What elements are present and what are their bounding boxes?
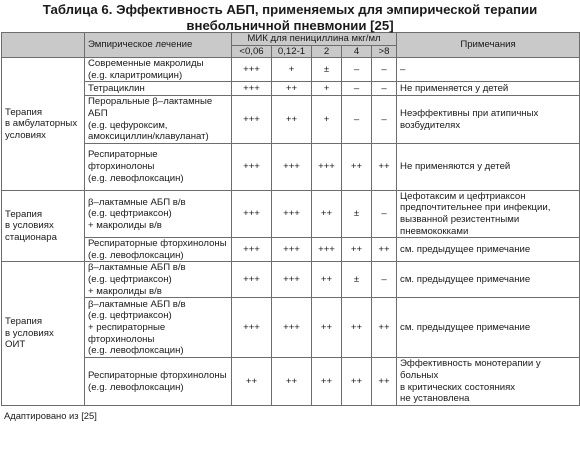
table-row [2,262,580,298]
treatment-header: Эмпирическое лечение [85,33,232,58]
text-line: Не применяется у детей [400,83,509,95]
group-header-cell [2,33,85,58]
text-line: условиях [5,129,46,141]
text-line: (e.g. левофлоксацин) [88,345,184,357]
treatment-cell [85,190,232,237]
treatment-cell [85,82,232,96]
text-line: (e.g. левофлоксацин) [88,172,184,184]
text-line: стационара [5,231,57,243]
text-line: β–лактамные АБП в/в [88,196,186,208]
note-cell [397,143,580,190]
efficacy-value-cell: +++ [232,190,272,237]
text-line: Эффективность монотерапии у больных [400,358,541,381]
efficacy-value-cell: ++ [342,238,372,262]
text-line: Терапия [5,316,43,328]
text-line: (e.g. цефуроксим, [88,119,168,131]
treatment-cell [85,358,232,405]
title-line-2: внебольничной пневмонии [25] [186,18,394,33]
table-row [2,96,580,143]
text-line: Тетрациклин [88,83,145,95]
efficacy-value-cell: +++ [232,262,272,298]
mic-col-header: 2 [312,45,342,58]
mic-header: МИК для пенициллина мкг/мл [232,33,397,46]
text-line: + респираторные [88,322,166,334]
table-row [2,358,580,405]
table-title [0,0,580,32]
text-line: + макролиды в/в [88,219,162,231]
efficacy-table [1,32,580,406]
text-line: β–лактамные АБП в/в [88,298,186,310]
efficacy-value-cell: +++ [232,58,272,82]
mic-col-header: 4 [342,45,372,58]
efficacy-value-cell: + [272,58,312,82]
text-line: β–лактамные АБП в/в [88,262,186,274]
efficacy-value-cell: + [312,96,342,143]
footnote: Адаптировано из [25] [4,409,97,421]
treatment-cell [85,58,232,82]
efficacy-value-cell: +++ [232,238,272,262]
mic-col-header: <0,06 [232,45,272,58]
efficacy-value-cell: ++ [342,143,372,190]
text-line: в условиях [5,327,54,339]
efficacy-value-cell: – [372,262,397,298]
efficacy-value-cell: – [372,82,397,96]
table-row [2,190,580,237]
text-line: + макролиды в/в [88,285,162,297]
note-cell [397,298,580,358]
treatment-cell [85,298,232,358]
efficacy-value-cell: + [312,82,342,96]
efficacy-value-cell: – [342,58,372,82]
text-line: не установлена [400,393,470,405]
efficacy-value-cell: ++ [312,298,342,358]
treatment-cell [85,238,232,262]
mic-col-header: 0,12-1 [272,45,312,58]
efficacy-value-cell: +++ [232,96,272,143]
text-line: возбудителях [400,119,461,131]
efficacy-value-cell: +++ [272,143,312,190]
efficacy-value-cell: +++ [232,298,272,358]
treatment-cell [85,262,232,298]
header-row [2,33,580,46]
efficacy-value-cell: +++ [272,298,312,358]
table-row [2,58,580,82]
text-line: Пероральные β–лактамные АБП [88,96,213,119]
efficacy-value-cell: ++ [232,358,272,405]
text-line: Не применяются у детей [400,160,511,172]
efficacy-value-cell: ++ [342,358,372,405]
efficacy-value-cell: ++ [272,82,312,96]
efficacy-value-cell: ++ [342,298,372,358]
text-line: – [400,63,406,75]
text-line: фторхинолоны [88,333,155,345]
text-line: (e.g. цефтриаксон) [88,274,172,286]
mic-col-header: >8 [372,45,397,58]
efficacy-value-cell: +++ [312,238,342,262]
table-row [2,82,580,96]
table-row [2,143,580,190]
text-line: (e.g. левофлоксацин) [88,381,184,393]
note-cell [397,262,580,298]
text-line: (e.g. цефтриаксон) [88,208,172,220]
text-line: в условиях [5,220,54,232]
efficacy-value-cell: +++ [272,262,312,298]
text-line: фторхинолоны [88,160,155,172]
note-cell [397,58,580,82]
efficacy-value-cell: ++ [372,358,397,405]
text-line: ОИТ [5,339,26,351]
text-line: Респираторные фторхинолоны [88,369,227,381]
treatment-cell [85,96,232,143]
text-line: (e.g. кларитромицин) [88,69,183,81]
efficacy-value-cell: – [372,96,397,143]
notes-header: Примечания [397,33,580,58]
note-cell [397,190,580,237]
setting-group-cell [2,190,85,262]
setting-group-cell [2,262,85,405]
note-cell [397,238,580,262]
text-line: предпочтительнее при инфекции, [400,202,551,214]
efficacy-value-cell: ++ [272,358,312,405]
text-line: см. предыдущее примечание [400,322,531,334]
efficacy-value-cell: +++ [272,238,312,262]
efficacy-value-cell: +++ [272,190,312,237]
efficacy-value-cell: – [342,82,372,96]
text-line: в амбулаторных [5,118,78,130]
efficacy-value-cell: ++ [312,262,342,298]
note-cell [397,96,580,143]
text-line: Терапия [5,106,43,118]
text-line: Респираторные [88,149,158,161]
text-line: амоксициллин/клавуланат) [88,131,209,143]
text-line: Терапия [5,208,43,220]
text-line: Респираторные фторхинолоны [88,238,227,250]
efficacy-value-cell: ± [342,190,372,237]
text-line: Неэффективны при атипичных [400,107,539,119]
text-line: см. предыдущее примечание [400,274,531,286]
text-line: Современные макролиды [88,58,204,70]
efficacy-value-cell: ++ [372,238,397,262]
efficacy-value-cell: ± [342,262,372,298]
efficacy-value-cell: ++ [372,298,397,358]
efficacy-value-cell: +++ [232,143,272,190]
setting-group-cell [2,58,85,191]
text-line: (e.g. левофлоксацин) [88,249,184,261]
efficacy-value-cell: ++ [372,143,397,190]
title-line-1: Таблица 6. Эффективность АБП, применяемых для эмпирической терапии [42,2,538,17]
efficacy-value-cell: ++ [312,190,342,237]
text-line: Цефотаксим и цефтриаксон [400,190,526,202]
efficacy-value-cell: – [372,190,397,237]
efficacy-value-cell: ++ [312,358,342,405]
note-cell [397,82,580,96]
treatment-cell [85,143,232,190]
efficacy-value-cell: +++ [312,143,342,190]
text-line: в критических состояниях [400,381,516,393]
efficacy-value-cell: ± [312,58,342,82]
efficacy-value-cell: – [372,58,397,82]
table-row [2,238,580,262]
efficacy-value-cell: – [342,96,372,143]
efficacy-value-cell: +++ [232,82,272,96]
table-row [2,298,580,358]
text-line: см. предыдущее примечание [400,243,531,255]
efficacy-value-cell: ++ [272,96,312,143]
text-line: вызванной резистентными пневмококками [400,213,520,237]
text-line: (e.g. цефтриаксон) [88,310,172,322]
note-cell [397,358,580,405]
